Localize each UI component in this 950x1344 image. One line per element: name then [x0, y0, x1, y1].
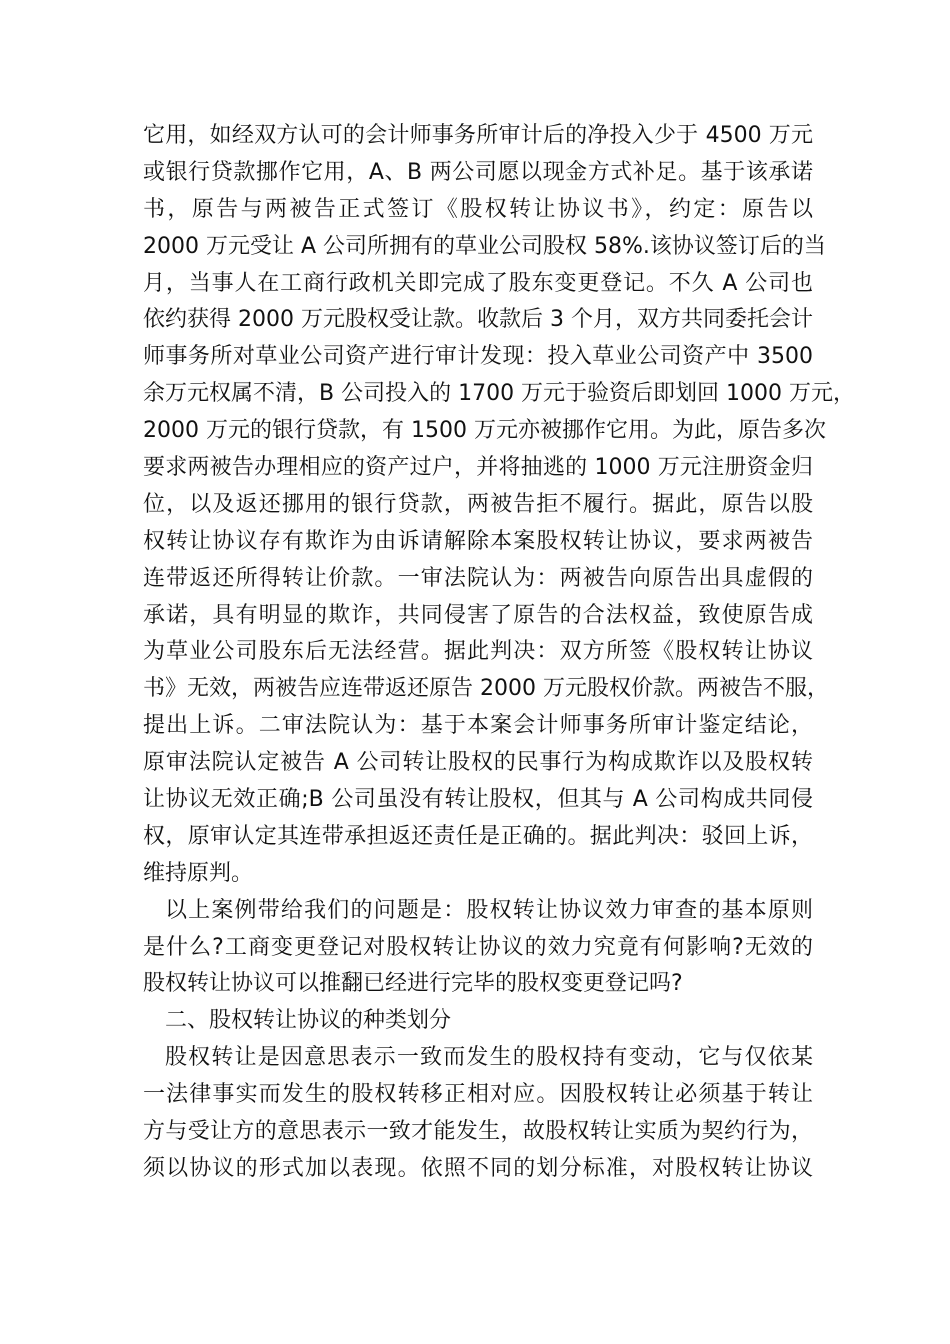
- text-line: 书，原告与两被告正式签订《股权转让协议书》，约定：原告以: [143, 196, 813, 222]
- text-line: 位，以及返还挪用的银行贷款，两被告拒不履行。据此，原告以股: [143, 491, 813, 517]
- text-line: 原审法院认定被告 A 公司转让股权的民事行为构成欺诈以及股权转: [143, 750, 813, 776]
- text-line: 它用，如经双方认可的会计师事务所审计后的净投入少于 4500 万元: [143, 123, 813, 148]
- text-line: 月，当事人在工商行政机关即完成了股东变更登记。不久 A 公司也: [143, 270, 813, 296]
- text-line: 2000 万元的银行贷款，有 1500 万元亦被挪作它用。为此，原告多次: [143, 418, 826, 444]
- text-line: 余万元权属不清，B 公司投入的 1700 万元于验资后即划回 1000 万元，: [143, 381, 856, 407]
- paragraph-start-line: 以上案例带给我们的问题是：股权转让协议效力审查的基本原则: [165, 897, 813, 923]
- text-line: 权转让协议存有欺诈为由诉请解除本案股权转让协议，要求两被告: [143, 528, 813, 554]
- text-line: 方与受让方的意思表示一致才能发生，故股权转让实质为契约行为，: [143, 1119, 813, 1145]
- text-line: 维持原判。: [143, 860, 254, 886]
- text-line: 承诺，具有明显的欺诈，共同侵害了原告的合法权益，致使原告成: [143, 602, 813, 628]
- text-line: 权，原审认定其连带承担返还责任是正确的。据此判决：驳回上诉，: [143, 823, 813, 849]
- text-line: 书》无效，两被告应连带返还原告 2000 万元股权价款。两被告不服，: [143, 676, 829, 702]
- text-line: 为草业公司股东后无法经营。据此判决：双方所签《股权转让协议: [143, 639, 813, 665]
- text-line: 连带返还所得转让价款。一审法院认为：两被告向原告出具虚假的: [143, 565, 813, 591]
- text-line: 师事务所对草业公司资产进行审计发现：投入草业公司资产中 3500: [143, 344, 813, 370]
- text-line: 2000 万元受让 A 公司所拥有的草业公司股权 58%.该协议签订后的当: [143, 233, 826, 259]
- text-line: 要求两被告办理相应的资产过户，并将抽逃的 1000 万元注册资金归: [143, 455, 813, 481]
- body-text: [143, 118, 856, 1188]
- text-line: 须以协议的形式加以表现。依照不同的划分标准，对股权转让协议: [143, 1155, 813, 1181]
- paragraph-start-line: 股权转让是因意思表示一致而发生的股权持有变动，它与仅依某: [165, 1045, 813, 1071]
- text-line: 股权转让协议可以推翻已经进行完毕的股权变更登记吗?: [143, 971, 683, 997]
- text-line: 提出上诉。二审法院认为：基于本案会计师事务所审计鉴定结论，: [143, 713, 813, 739]
- text-line: 依约获得 2000 万元股权受让款。收款后 3 个月，双方共同委托会计: [143, 307, 813, 333]
- text-line: 一法律事实而发生的股权转移正相对应。因股权转让必须基于转让: [143, 1082, 813, 1108]
- text-line: 让协议无效正确;B 公司虽没有转让股权，但其与 A 公司构成共同侵: [143, 787, 813, 813]
- section-heading: 二、股权转让协议的种类划分: [165, 1008, 452, 1034]
- text-line: 或银行贷款挪作它用，A、B 两公司愿以现金方式补足。基于该承诺: [143, 159, 813, 185]
- text-line: 是什么?工商变更登记对股权转让协议的效力究竟有何影响?无效的: [143, 934, 813, 960]
